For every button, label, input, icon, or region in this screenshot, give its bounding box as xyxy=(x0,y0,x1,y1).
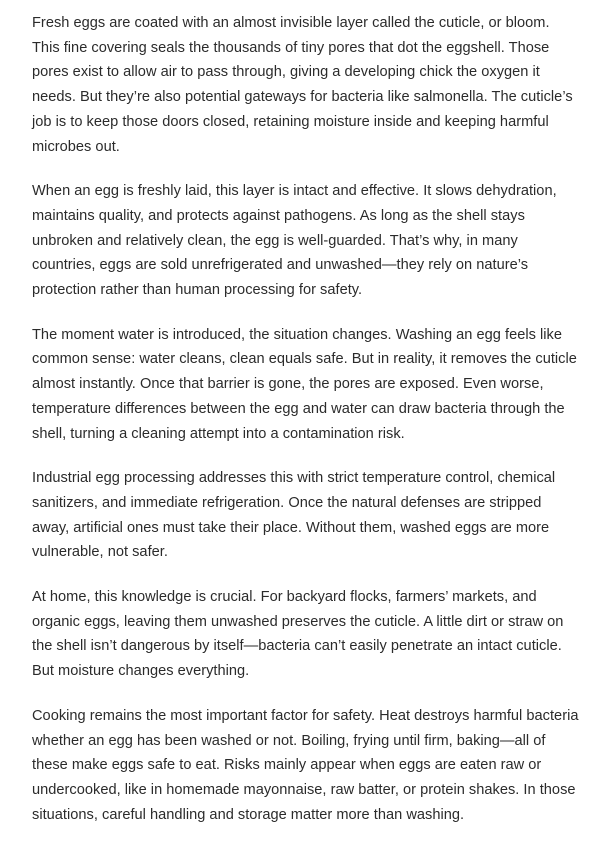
paragraph-cooking: Cooking remains the most important factor for safety. Heat destroys harmful bacteria whether an egg has been washed or not. Boiling, frying until firm, baking—all of these make eggs safe to eat. Risks mainly appear when eggs are eaten raw or undercooked, like in homemade mayonnaise, raw batter, or protein shakes. In those situations, careful handling and storage matter more than washing. xyxy=(32,707,579,823)
paragraph-washing: The moment water is introduced, the situation changes. Washing an egg feels like common sense: water cleans, clean equals safe. But in reality, it removes the cuticle almost instantly. Once that barrier is gone, the pores are exposed. Even worse, temperature differences between the egg and water can draw bacteria through the shell, turning a cleaning attempt into a contamination risk. xyxy=(32,326,577,442)
paragraph-fresh-egg: When an egg is freshly laid, this layer is intact and effective. It slows dehydration, maintains quality, and protects against pathogens. As long as the shell stays unbroken and relatively clean, the egg is well-guarded. That’s why, in many countries, eggs are sold unrefrigerated and unwashed—they rely on nature’s protection rather than human processing for safety. xyxy=(32,183,557,299)
paragraph-cuticle: Fresh eggs are coated with an almost invisible layer called the cuticle, or bloom. This fine covering seals the thousands of tiny pores that dot the eggshell. Those pores exist to allow air to pass through, giving a developing chick the oxygen it needs. But they’re also potential gateways for bacteria like salmonella. The cuticle’s job is to keep those doors closed, retaining moisture inside and keeping harmful microbes out. xyxy=(32,15,573,155)
paragraph-home: At home, this knowledge is crucial. For backyard flocks, farmers’ markets, and organic eggs, leaving them unwashed preserves the cuticle. A little dirt or straw on the shell isn’t dangerous by itself—bacteria can’t easily penetrate an intact cuticle. But moisture changes everything. xyxy=(32,589,564,680)
paragraph-industrial: Industrial egg processing addresses this with strict temperature control, chemical sanitizers, and immediate refrigeration. Once the natural defenses are stripped away, artificial ones must take their place. Without them, washed eggs are more vulnerable, not safer. xyxy=(32,470,556,561)
